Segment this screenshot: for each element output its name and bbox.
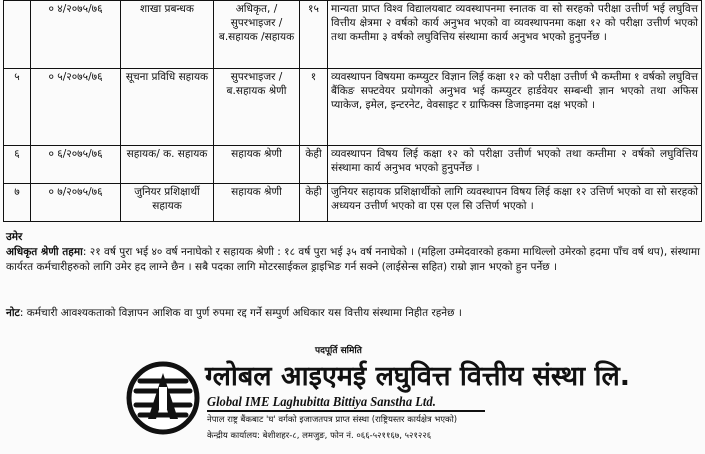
post-name: शाखा प्रबन्धक bbox=[121, 1, 214, 69]
vacancy-count: केही bbox=[300, 184, 328, 222]
vacancy-table bbox=[3, 0, 702, 222]
advertisement-code: ० ४/२०७५/७६ bbox=[31, 1, 121, 69]
organization-name-english: Global IME Laghubitta Bittiya Sanstha Ltd. bbox=[207, 394, 436, 409]
table-row bbox=[4, 1, 702, 69]
age-heading: उमेर bbox=[6, 231, 23, 243]
row-serial bbox=[4, 1, 31, 69]
post-name: जुनियर प्रशिक्षार्थी सहायक bbox=[121, 184, 214, 222]
post-level: सुपरभाइजर /ब.सहायक श्रेणी bbox=[214, 69, 300, 146]
table-row bbox=[4, 69, 702, 146]
qualification: जुनियर सहायक प्रशिक्षार्थीको लागि व्यवस्थापन विषय लिई कक्षा १२ उत्तिर्ण भएको वा सो सरहको अध्ययन उत्तीर्ण भएको वा एस एल सि उत्तिर्ण भएको । bbox=[328, 184, 702, 222]
qualification: मान्यता प्राप्त विश्व विद्यालयबाट व्यवस्थापनमा स्नातक वा सो सरहको परीक्षा उत्तीर्ण भई लघुवित्त वित्तीय क्षेत्रमा २ वर्षको कार्य अनुभव भएको वा व्यवस्थापनमा कक्षा १२ को परीक्षा उत्तीर्ण भएको तथा कम्तीमा ३ वर्षको लघुवित्तिय संस्थामा कार्य अनुभव भएको हुनुपर्नेछ । bbox=[328, 1, 702, 69]
table-row bbox=[4, 184, 702, 222]
note-text: : कर्मचारी आवश्यकताको विज्ञापन आशिक वा पुर्ण रुपमा रद्द गर्ने सम्पुर्ण अधिकार यस वित्तीय संस्थामा निहीत रहनेछ । bbox=[19, 307, 462, 319]
post-level: सहायक श्रेणी bbox=[214, 146, 300, 184]
table-row bbox=[4, 146, 702, 184]
vacancy-count: १ bbox=[300, 69, 328, 146]
organization-name-nepali: ग्लोबल आइएमई लघुवित्त वित्तीय संस्था लि. bbox=[205, 361, 631, 392]
office-address: केन्द्रीय कार्यालय: बेशीशहर-८, लमजुङ, फोन नं. ०६६-५२११६७, ५२१२२६ bbox=[207, 431, 432, 441]
post-level: सहायक श्रेणी bbox=[214, 184, 300, 222]
row-serial: ५ bbox=[4, 69, 31, 146]
note-label: नोट bbox=[6, 307, 20, 319]
note-section bbox=[6, 306, 700, 321]
age-officer-label: अधिकृत श्रेणी तहमा bbox=[6, 246, 83, 258]
advertisement-code: ० ५/२०७५/७६ bbox=[31, 69, 121, 146]
qualification: व्यवस्थापन विषयमा कम्प्युटर विज्ञान लिई कक्षा १२ को परीक्षा उत्तीर्ण भै कम्तीमा १ वर्षको लघुवित्त बैंकिङ सफ्टवेयर प्रयोगको अनुभव भई कम्प्युटर हार्डवेयर सम्बन्धी ज्ञान भएको तथा अफिस प्याकेज, इमेल, इन्टरनेट, वेवसाइट र ग्राफिक्स डिजाइनमा दक्ष भएको । bbox=[328, 69, 702, 146]
qualification: व्यवस्थापन विषय लिई कक्षा १२ को परीक्षा उत्तीर्ण भएको तथा कम्तीमा २ वर्षको लघुवित्तिय संस्थामा कार्य अनुभव भएको हुनुपर्नेछ । bbox=[328, 146, 702, 184]
age-paragraph bbox=[6, 245, 700, 275]
license-text: नेपाल राष्ट्र बैंकबाट 'घ' वर्गको इजाजतपत्र प्राप्त संस्था (राष्ट्रियस्तर कार्यक्षेत्र भएको) bbox=[207, 415, 458, 425]
row-serial: ६ bbox=[4, 146, 31, 184]
age-text: : २१ वर्ष पुरा भई ४० वर्ष ननाघेको र सहायक श्रेणी : १८ वर्ष पुरा भई ३५ वर्ष ननाघेको । (महिला उम्मेदवारको हकमा माथिल्लो उमेरको हदमा पाँच वर्ष थप), संस्थामा कार्यरत कर्मचारीहरुको लागि उमेर हद लाग्ने छैन । सबै पदका लागि मोटरसाईकल ड्राइभिङ गर्न सक्ने (लाईसेन्स सहित) राम्रो ज्ञान भएको हुन पर्नेछ । bbox=[6, 246, 700, 273]
advertisement-code: ० ६/२०७५/७६ bbox=[31, 146, 121, 184]
post-name: सूचना प्रविधि सहायक bbox=[121, 69, 214, 146]
vacancy-count: १५ bbox=[300, 1, 328, 69]
age-section bbox=[6, 230, 700, 275]
post-level: अधिकृत, /सुपरभाइजर /ब.सहायक /सहायक bbox=[214, 1, 300, 69]
vacancy-count: केही bbox=[300, 146, 328, 184]
logo-icon bbox=[126, 361, 200, 435]
row-serial: ७ bbox=[4, 184, 31, 222]
recruitment-committee: पदपूर्ति समिति bbox=[315, 346, 362, 356]
post-name: सहायक/ क. सहायक bbox=[121, 146, 214, 184]
advertisement-code: ० ७/२०७५/७६ bbox=[31, 184, 121, 222]
divider bbox=[207, 410, 485, 412]
